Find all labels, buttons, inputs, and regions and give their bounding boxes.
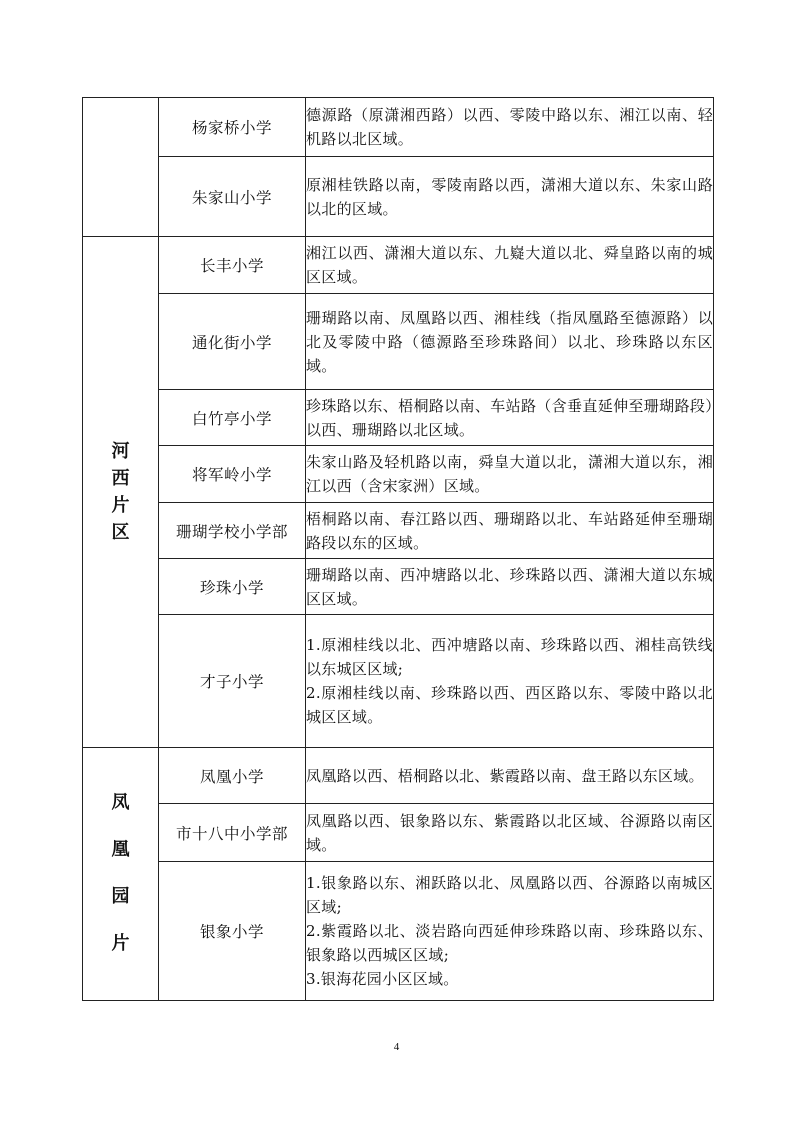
zone-line: 凤凰路以西、银象路以东、紫霞路以北区域、谷源路以南区域。 — [306, 811, 713, 854]
zone-line: 2.原湘桂线以南、珍珠路以西、西区路以东、零陵中路以北城区区域。 — [306, 684, 713, 726]
table-row — [83, 559, 714, 615]
table-row — [83, 804, 714, 862]
table-row — [83, 294, 714, 390]
district-char: 凤 — [111, 792, 130, 814]
zone-line: 1.银象路以东、湘跃路以北、凤凰路以西、谷源路以南城区区域; — [306, 874, 713, 916]
zone-description — [306, 748, 714, 804]
district-char: 凰 — [111, 839, 130, 861]
school-zone-table — [82, 97, 714, 1001]
table-row — [83, 615, 714, 748]
zone-description — [306, 559, 714, 615]
school-name: 才子小学 — [159, 615, 306, 748]
zone-description — [306, 804, 714, 862]
page-number: 4 — [393, 1041, 400, 1053]
zone-description — [306, 157, 714, 237]
zone-line: 朱家山路及轻机路以南，舜皇大道以北，潇湘大道以东，湘江以西（含宋家洲）区域。 — [306, 453, 713, 495]
district-char: 西 — [111, 468, 130, 489]
table-row — [83, 157, 714, 237]
zone-line: 凤凰路以西、梧桐路以北、紫霞路以南、盘王路以东区域。 — [306, 766, 704, 785]
district-char: 片 — [111, 495, 130, 516]
zone-description — [306, 98, 714, 157]
zone-description — [306, 294, 714, 390]
zone-description — [306, 237, 714, 294]
school-name: 杨家桥小学 — [159, 98, 306, 157]
table-row — [83, 98, 714, 157]
district-cell-continued — [83, 98, 159, 237]
zone-line: 3.银海花园小区区域。 — [306, 970, 459, 988]
zone-description — [306, 390, 714, 446]
school-name: 长丰小学 — [159, 237, 306, 294]
table-row — [83, 748, 714, 804]
school-name: 朱家山小学 — [159, 157, 306, 237]
table-row — [83, 390, 714, 446]
zone-line: 珊瑚路以南、西冲塘路以北、珍珠路以西、潇湘大道以东城区区域。 — [306, 565, 713, 608]
zone-line: 珊瑚路以南、凤凰路以西、湘桂线（指凤凰路至德源路）以北及零陵中路（德源路至珍珠路间）以北、珍珠路以东区域。 — [306, 308, 713, 375]
district-char: 区 — [111, 522, 130, 543]
zone-line: 1.原湘桂线以北、西冲塘路以南、珍珠路以西、湘桂高铁线以东城区区域; — [306, 636, 713, 678]
school-name: 市十八中小学部 — [159, 804, 306, 862]
school-name: 白竹亭小学 — [159, 390, 306, 446]
zone-line: 德源路（原潇湘西路）以西、零陵中路以东、湘江以南、轻机路以北区域。 — [306, 106, 713, 148]
table-row — [83, 446, 714, 503]
zone-line: 原湘桂铁路以南，零陵南路以西，潇湘大道以东、朱家山路以北的区域。 — [306, 175, 713, 218]
district-char: 河 — [111, 441, 130, 462]
table-row — [83, 862, 714, 1001]
zone-line: 珍珠路以东、梧桐路以南、车站路（含垂直延伸至珊瑚路段）以西、珊瑚路以北区域。 — [306, 396, 713, 439]
district-label-fenghuangyuan — [83, 748, 159, 1001]
school-name: 珍珠小学 — [159, 559, 306, 615]
district-label-hexi — [83, 237, 159, 748]
zone-description — [306, 503, 714, 559]
school-name: 凤凰小学 — [159, 748, 306, 804]
table-row — [83, 237, 714, 294]
zone-line: 梧桐路以南、春江路以西、珊瑚路以北、车站路延伸至珊瑚路段以东的区域。 — [306, 509, 713, 552]
zone-line: 2.紫霞路以北、淡岩路向西延伸珍珠路以南、珍珠路以东、银象路以西城区区域; — [306, 922, 713, 964]
district-char: 片 — [111, 932, 130, 954]
table-row — [83, 503, 714, 559]
school-name: 珊瑚学校小学部 — [159, 503, 306, 559]
district-char: 园 — [111, 886, 130, 907]
zone-description — [306, 615, 714, 748]
school-name: 将军岭小学 — [159, 446, 306, 503]
school-name: 银象小学 — [159, 862, 306, 1001]
zone-description — [306, 446, 714, 503]
school-name: 通化街小学 — [159, 294, 306, 390]
zone-description — [306, 862, 714, 1001]
zone-line: 湘江以西、潇湘大道以东、九嶷大道以北、舜皇路以南的城区区域。 — [306, 244, 713, 286]
